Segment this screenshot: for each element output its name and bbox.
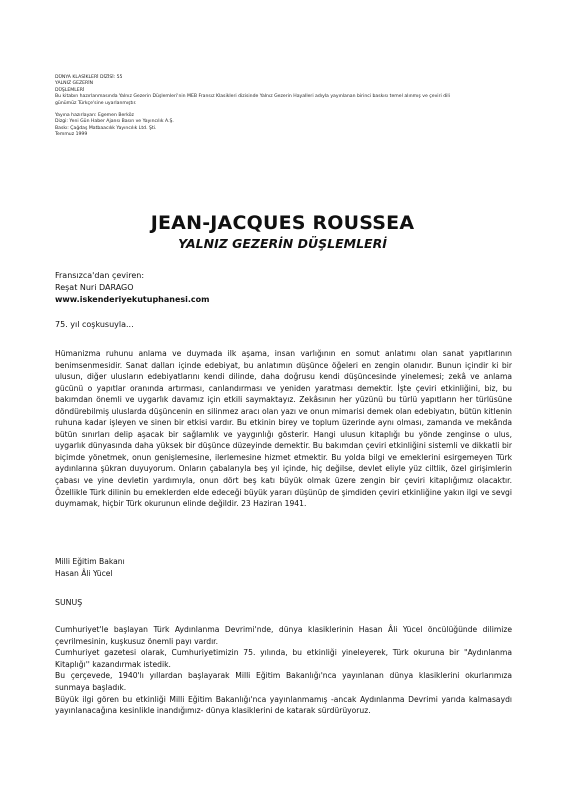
sunus-paragraph: Büyük ilgi gören bu etkinliği Milli Eğitim Bakanlığı'nca yayınlanmamış -ancak Aydınlanma Devrimi yarıda kalmasaydı yayınlanacağına kesinlikle inandığımız- dünya klasiklerini de katarak sürdürüyoruz. — [55, 694, 512, 716]
colophon-editor: Yayına hazırlayan: Egemen Berköz — [55, 113, 134, 119]
translator-label: Fransızca'dan çeviren: — [55, 271, 145, 280]
foreword-paragraph: Hümanizma ruhunu anlama ve duymada ilk aşama, insan varlığının en somut anlatımı olan sanat yapıtlarının benimsenmesidir. Sanat dalları içinde edebiyat, bu anlatımın düşünce öğeleri en zengin olanıdır. Bunun içindir ki bir ulusun, diğer ulusların edebiyatlarını kendi dilinde, daha doğrusu kendi düşüncesinde yinelemesi; zekâ ve anlama gücünü o yapıtlar oranında artırması, canlandırması ve yeniden yaratması demektir. İşte çeviri etkinliğini, biz, bu bakımdan önemli ve uygarlık davamız için etkili saymaktayız. Zekâsının her yüzünü bu türlü yapıtların her türlüsüne döndürebilmiş uluslarda düşüncenin en silinmez aracı olan yazı ve onun mimarisi demek olan edebiyatın, bütün kitlenin ruhuna kadar işleyen ve sinen bir etkisi vardır. Bu etkinin birey ve toplum üzerinde aynı olması, zamanda ve mekânda bütün sınırları delip aşacak bir sağlamlık ve yaygınlığı gösterir. Hangi ulusun kitaplığı bu yönde zenginse o ulus, uygarlık dünyasında daha yüksek bir düşünce düzeyinde demektir. Bu bakımdan çeviri etkinliğini sistemli ve dikkatli bir biçimde yönetmek, onun genişlemesine, ilerlemesine hizmet etmektir. Bu yolda bilgi ve emeklerini esirgemeyen Türk aydınlarına şükran duyuyorum. Onların çabalarıyla beş yıl içinde, hiç değilse, devlet eliyle yüz ciltlik, özel girişimlerin çabası ve yine devletin yardımıyla, onun dört beş katı büyük olmak üzere zengin bir çeviri kitaplığımız olacaktır. Özellikle Türk dilinin bu emeklerden elde edeceği büyük yararı düşünüp de şimdiden çeviri etkinliğine yakın ilgi ve sevgi duymamak, hiçbir Türk okurunun elinde değildir. 23 Haziran 1941. — [55, 349, 512, 509]
section-heading: SUNUŞ — [55, 598, 83, 607]
sunus-body — [55, 624, 512, 717]
signature-block — [55, 556, 125, 579]
book-subtitle: YALNIZ GEZERİN DÜŞLEMLERİ — [178, 236, 387, 251]
sunus-paragraph: Cumhuriyet gazetesi olarak, Cumhuriyetimizin 75. yılında, bu etkinliği yineleyerek, Türk okuruna bir "Aydınlanma Kitaplığı'' kazandırmak istedik. — [55, 648, 512, 669]
translator-name: Reşat Nuri DARAGO — [55, 283, 134, 292]
colophon-line: günümüz Türkçe'sine uyarlanmıştır. — [55, 100, 137, 106]
signature-name: Hasan Âli Yücel — [55, 568, 113, 578]
colophon — [55, 75, 515, 139]
sunus-paragraph: Cumhuriyet'le başlayan Türk Aydınlanma Devrimi'nde, dünya klasiklerinin Hasan Âli Yücel öncülüğünde dilimize çevrilmesinin, kuşkusuz önemli payı vardır. — [55, 625, 512, 646]
colophon-line: Bu kitabın hazırlanmasında Yalnız Gezerin Düşlemleri'nin MEB Fransız Klasikleri dizisinde Yalnız Gezerin Hayalleri adıyla yayınlanan birinci baskısı temel alınmış ve çeviri dili — [55, 94, 450, 100]
tribute-line: 75. yıl coşkusuyla... — [55, 320, 134, 329]
colophon-date: Temmuz 1999 — [55, 132, 88, 138]
colophon-printing: Baskı: Çağdaş Matbaacılık Yayıncılık Ltd. Şti. — [55, 125, 157, 131]
colophon-line: DÜŞLEMLERİ — [55, 87, 85, 93]
sunus-paragraph: Bu çerçevede, 1940'lı yıllardan başlayarak Milli Eğitim Bakanlığı'nca yayınlanan dünya klasiklerini okurlarımıza sunmaya başladık. — [55, 671, 512, 692]
colophon-line: DÜNYA KLASİKLERİ DİZİSİ: 55 — [55, 75, 123, 80]
foreword-body — [55, 348, 512, 510]
book-author-title: JEAN-JACQUES ROUSSEA — [150, 212, 415, 234]
colophon-typesetting: Dizgi: Yeni Gün Haber Ajansı Basın ve Yayıncılık A.Ş. — [55, 119, 174, 125]
translation-info — [55, 270, 210, 306]
signature-title: Milli Eğitim Bakanı — [55, 557, 125, 566]
colophon-line: YALNIZ GEZERİN — [55, 81, 94, 87]
website-link[interactable]: www.iskenderiyekutuphanesi.com — [55, 295, 210, 304]
